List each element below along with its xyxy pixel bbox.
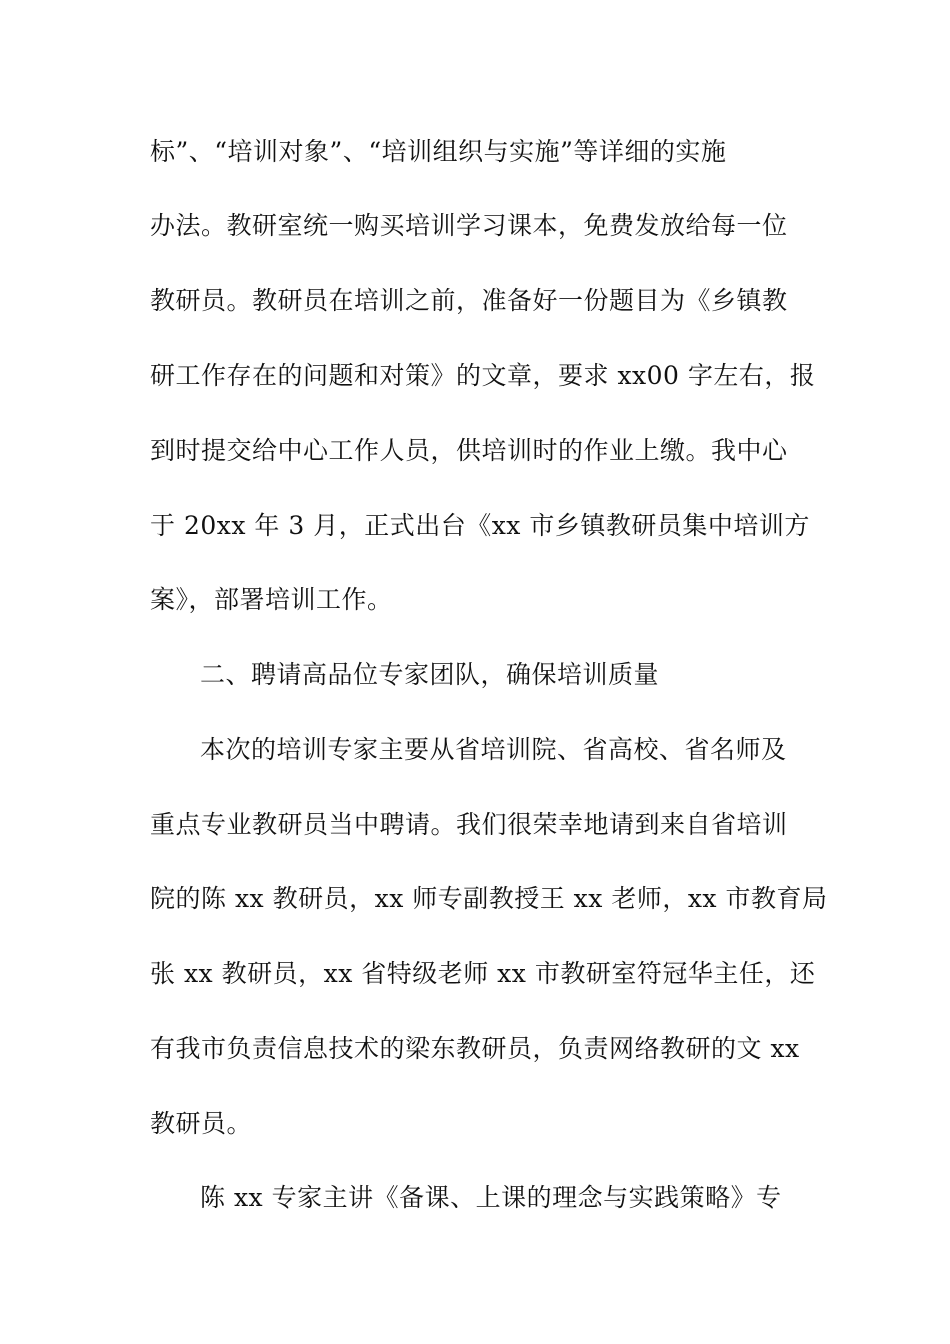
text-line: 到时提交给中心工作人员，供培训时的作业上缴。我中心: [150, 436, 788, 465]
text-line: 标”、“培训对象”、“培训组织与实施”等详细的实施: [150, 137, 727, 166]
text-line: 于 20xx 年 3 月，正式出台《xx 市乡镇教研员集中培训方: [150, 511, 810, 540]
text-line: 有我市负责信息技术的梁东教研员，负责网络教研的文 xx: [150, 1034, 800, 1063]
text-line: 院的陈 xx 教研员，xx 师专副教授王 xx 老师，xx 市教育局: [150, 884, 828, 913]
text-line: 教研员。: [150, 1109, 253, 1138]
text-line: 办法。教研室统一购买培训学习课本，免费发放给每一位: [150, 211, 788, 240]
text-line: 案》，部署培训工作。: [150, 585, 393, 614]
text-line: 张 xx 教研员，xx 省特级老师 xx 市教研室符冠华主任，还: [150, 959, 816, 988]
text-line: 陈 xx 专家主讲《备课、上课的理念与实践策略》专: [200, 1183, 782, 1212]
text-line: 本次的培训专家主要从省培训院、省高校、省名师及: [200, 735, 787, 764]
text-line: 重点专业教研员当中聘请。我们很荣幸地请到来自省培训: [150, 810, 788, 839]
text-line: 教研员。教研员在培训之前，准备好一份题目为《乡镇教: [150, 286, 788, 315]
text-line: 研工作存在的问题和对策》的文章，要求 xx00 字左右，报: [150, 361, 816, 390]
section-heading: 二、聘请高品位专家团队，确保培训质量: [200, 660, 660, 689]
